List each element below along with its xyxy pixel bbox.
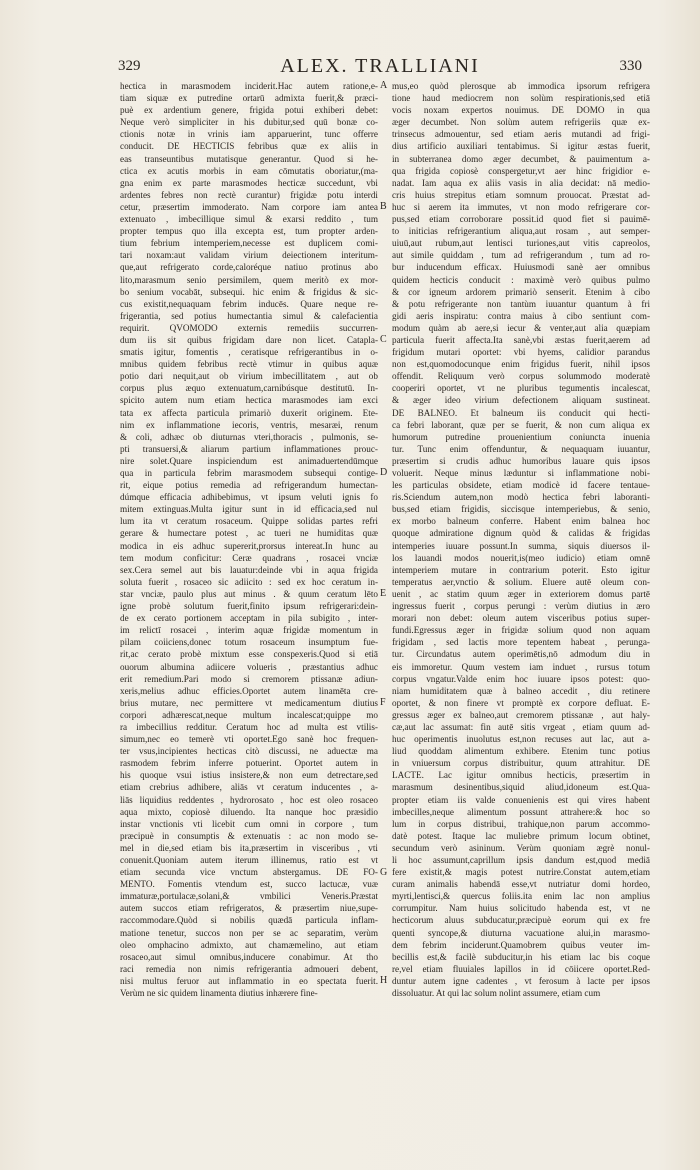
text-line: LACTE. Lac igitur omnibus hecticis, præsertim in: [392, 770, 650, 781]
text-line: præsertim si crudis adhuc humoribus lauare quis ipsos: [392, 455, 650, 466]
text-line: tari noxam:aut validam virium deiectionem interitum-: [120, 250, 378, 261]
text-line: tem modum conficitur: Ceræ quadrans , rosacei vnciæ: [120, 552, 378, 563]
text-line: eis immoretur. Quum vestem iam induet , rursus totum: [392, 661, 650, 672]
text-line: star vnciæ, paulo plus aut minus . & quum ceratum lēto: [120, 588, 378, 599]
text-line: immaturæ,portulacæ,solani,& vmbilici Veneris.Præstat: [120, 891, 378, 902]
text-line: mnibus quidem febribus rectè vtimur in quibus aquæ: [120, 359, 378, 370]
text-line: præcipuè in consumptis & extenuatis : ac non modo se-: [120, 830, 378, 841]
text-line: bur inducendum efficax. Huiusmodi sanè aer omnibus: [392, 262, 650, 273]
text-line: curam animalis habendā esse,vt nutriatur domi hordeo,: [392, 879, 650, 890]
margin-letter: B: [380, 201, 387, 212]
text-line: rit, eique potius remedia ad refrigerandum humectan-: [120, 480, 378, 491]
text-line: liās liquidius reddentes , hydrorosato , hoc est oleo rosaceo: [120, 794, 378, 805]
margin-letter: A: [380, 80, 388, 91]
text-line: frigidum mutari oportet: vbi hyems, calidior parandus: [392, 347, 650, 358]
text-line: & cor igneum ardorem primariò senserit. Etenim à cibo: [392, 286, 650, 297]
text-line: ardentes febres non rectè curantur) frigidæ potu interdi: [120, 189, 378, 200]
text-line: simum,nec eo temerè vti oportet.Ego sanè hoc frequen-: [120, 734, 378, 745]
text-line: particula fuerit affecta.Ita sanè,vbi æstas fuerit,aerem ad: [392, 334, 650, 345]
text-line: & coli, adhæc ob diuturnas vteri,thoracis , pulmonis, se-: [120, 431, 378, 442]
margin-letter: G: [380, 866, 388, 878]
text-line: ris.Sciendum autem,non modò hectica febri laboranti-: [392, 492, 650, 503]
text-line: tur. Tunc enim offenduntur, & nequaquam iuuantur,: [392, 443, 650, 454]
text-line: rosaceo,aut simul omnibus,inducere conabimur. At tho: [120, 951, 378, 962]
text-line: lum ita vt ceratum rosaceum. Quippe solidas partes refri: [120, 516, 378, 527]
text-line: niam humiditatem quæ à balneo accedit , diu retinere: [392, 685, 650, 696]
text-line: uenit , ac statim quum æger in exteriorem domus partē: [392, 588, 650, 599]
text-line: hectica in marasmodem inciderit.Hac autem ratione,e-: [120, 81, 378, 91]
text-line: corpus vngatur.Valde enim hoc iuuare ipsos potest: quo-: [392, 673, 650, 684]
text-line: uiuū,aut rubum,aut lentisci turiones,aut vitis capreolos,: [392, 238, 650, 249]
text-line: DE BALNEO. Et balneum iis conducit qui hecti-: [392, 407, 650, 418]
margin-letter: F: [380, 697, 386, 709]
text-line: ctica ex acutis morbis in eam cōmutatis oboriatur,(ma-: [120, 165, 378, 176]
text-line: trinsecus admouentur, sed etiam aeris mutandi ad frigi-: [392, 129, 650, 140]
text-line: & æger ideo virium defectionem aliquam sustineat.: [392, 395, 650, 406]
text-line: voluerit. Neque minus læduntur si inflammatione nobi-: [392, 468, 650, 478]
text-line: dem febrim inciderunt.Quamobrem quibus veuter im-: [392, 939, 650, 950]
text-line: spicito autem num etiam hectica marasmodes iam exci: [120, 395, 378, 406]
text-line: nire solet.Quare inspiciendum est animaduertendūmque: [120, 455, 378, 466]
text-line: tur. Circundatus autem operimētis,nō admodum diu in: [392, 649, 650, 660]
text-line: & potu refrigerante non tantùm iuuantur quantum à fri: [392, 298, 650, 309]
text-line: temperatus aer,vnctio & solium. Eluere autē oleum con-: [392, 576, 650, 587]
text-line: offendit. Reliquum verò corpus solummodo moderatè: [392, 371, 650, 382]
text-line: humorum putredine prouenientium coniuncta inuenia: [392, 431, 650, 442]
text-line: propter etiam iis valde conuenienis est qui vires habent: [392, 794, 650, 805]
text-line: tiam siquæ ex putredine ortarū admixta fuerit,& præci-: [120, 93, 378, 104]
text-line: cooperiri oportet, vt ne pluribus tegumentis incalescat,: [392, 383, 650, 394]
text-line: bus,sed etiam frigidis, siccisque intemperiebus, & senio,: [392, 504, 650, 515]
text-line: autem succos etiam refrigeratos, & præsertim niue,supe-: [120, 903, 378, 914]
margin-letter: H: [380, 975, 388, 987]
text-line: raci remedia non nimis refrigerantia admoueri debent,: [120, 963, 378, 974]
text-line: corpus plus æquo extenuatum,carnibúsque destitutū. In-: [120, 383, 378, 394]
text-line: nadat. Iam aqua ex aliis vasis in alia decidat: nā medio-: [392, 177, 650, 188]
text-line: oleo omphacino admixto, aut chamæmelino, aut etiam: [120, 939, 378, 950]
text-line: dissoluatur. At qui lac solum nolint assumere, etiam cum: [392, 988, 601, 999]
text-line: frigerantia, sed potius humectantia simul & calefacientia: [120, 310, 378, 321]
text-line: vocis noxam expertos nouimus. DE DOMO in qua: [392, 105, 650, 116]
text-line: intemperiem mutare in contrarium poterit. Esto igitur: [392, 564, 650, 575]
text-line: æger decumbet. Non solùm autem refrigeriis quæ ex-: [392, 117, 650, 128]
text-line: duntur autem igne cadentes , vt ferosum à lacte per ipsos: [392, 975, 650, 986]
text-line: matione tenetur, succos non per se ac separatim, verùm: [120, 927, 378, 938]
text-line: cetur, præsertim immoderato. Nam corpore iam antea: [120, 201, 378, 212]
text-line: gerare & humectare potest , ac tueri ne humiditas quæ: [120, 528, 378, 539]
text-line: gna enim ex parte marasmodes hecticæ succedunt, vbi: [120, 177, 378, 188]
text-line: non est,quomodocunque enim frigidus fuerit, nihil ipsos: [392, 359, 650, 370]
right-text-column: [392, 80, 650, 999]
text-line: oportet, & non finere vt promptè ex corpore defluat. E-: [392, 697, 650, 708]
text-line: aut simile quiddam , tum ad refrigerandum , tum ad ro-: [392, 250, 650, 261]
text-line: les particulas obsidete, etiam modicè id facere tentaue-: [392, 480, 650, 491]
text-line: ex morbo balneum conferre. Habent enim balnea hoc: [392, 516, 650, 527]
text-line: quoque admiratione dignum quòd & calidas & frigidas: [392, 528, 650, 539]
text-line: nisi multus feruor aut inflammatio in eo spectata fuerit.: [120, 975, 378, 986]
text-line: instar vnctionis vti licebit cum omni in corpore , tum: [120, 818, 378, 829]
folio-right: 330: [619, 58, 642, 74]
text-line: ter vsus,incipientes hecticas citò discussi, ne aduectæ ma: [120, 746, 378, 757]
text-line: morari non debet: oleum autem visceribus potius super-: [392, 613, 650, 624]
text-line: cæ,aut lac assumat: fin autē sitis vrgeat , etiam quum ad-: [392, 721, 650, 732]
text-line: re,vel etiam fluuiales lapillos in id cōiicere oportet.Red-: [392, 963, 650, 974]
text-line: rit,ac cerato probè mixtum esse conspexeris.Quod si etiā: [120, 649, 378, 660]
text-line: frigidam , sed lactis more tepentem habeat , perunga-: [392, 637, 650, 648]
text-line: huc si aerem ita immutes, vt non modo refrigerare cor-: [392, 201, 650, 212]
text-line: modum quàm ab aere,si iecur & venter,aut alia quæpiam: [392, 322, 650, 333]
folio-left: 329: [118, 58, 141, 74]
text-line: extenuato , imbecillique simul & exarsi reddito , tum: [120, 214, 378, 225]
text-line: erit remedium.Pari modo si cremorem ptissanæ adiun-: [120, 673, 378, 684]
text-line: propter tempus quo illa excepta est, tum propter arden-: [120, 226, 378, 237]
text-line: Verùm ne sic quidem linamenta diutius inhærere fine-: [120, 988, 318, 999]
text-line: tata ex affecta particula primariò duxerit originem. Ete-: [120, 407, 378, 418]
text-line: becillis est,& facilè subducitur,in his etiam lac bis coque: [392, 951, 650, 962]
text-line: puè ex ardentium genere, frigida potui exhiberi debet:: [120, 105, 378, 116]
text-line: myrti,lentisci,& quercus foliis.ita enim lac non amplius: [392, 891, 650, 902]
text-line: mel in die,sed etiam bis ita,præsertim in visceribus , vti: [120, 842, 378, 853]
text-line: to initicias refrigerantium aliqua,aut rosam , aut semper-: [392, 226, 650, 237]
text-line: huc operimentis inuolutus est,non recuses aut lac, aut a-: [392, 734, 650, 745]
text-line: imbecilles,neque alimentum possunt attrahere:& hoc so: [392, 806, 650, 817]
text-line: que,aut refrigerato corde,caloréque natiuo protinus abo: [120, 262, 378, 273]
text-line: etiam secunda vice vnctum abstergamus. DE FO-: [120, 867, 378, 878]
text-line: quenti syncope,& diuturna vacuatione alui,in marasmo-: [392, 927, 650, 938]
margin-letter: C: [380, 334, 387, 346]
text-line: Neque verò simpliciter in his dubitur,sed quū bonæ co-: [120, 117, 378, 128]
left-text-column: [120, 80, 378, 999]
text-line: eas transeuntibus mutatisque generantur. Quod si he-: [120, 153, 378, 164]
text-line: tione haud mediocrem non solùm respirationis,sed etiā: [392, 93, 650, 104]
text-line: pti transuersi,& aliarum partium inflammationes prouc-: [120, 443, 378, 454]
margin-letter: E: [380, 588, 387, 600]
text-line: his quoque vsui istius insistere,& non eum detrectare,sed: [120, 770, 378, 781]
text-line: im relictī rosacei , interim aquæ frigidæ momentum in: [120, 625, 378, 636]
page-header: [118, 55, 642, 82]
text-line: pilam coiiciens,donec totum rosaceum insumptum fue-: [120, 637, 378, 648]
text-line: li hoc assumunt,caprillum ipsis dandum est,quod mediā: [392, 855, 650, 865]
text-line: corrumpitur. Nam huius solicitudo habenda est, vt ne: [392, 903, 650, 914]
text-line: bo senium vocabāt, subsequi. hic enim & frigidus & sic-: [120, 286, 378, 297]
text-line: raccommodare.Quòd si nobilis quædā particula inflam-: [120, 915, 378, 926]
text-line: liud quoddam alimentum exhibere. Etenim tunc potius: [392, 746, 650, 757]
text-line: brius mutare, nec permittere vt medicamentum diutius: [120, 697, 378, 708]
text-line: datè potest. Itaque lac muliebre primum locum obtinet,: [392, 830, 650, 841]
text-line: intemperies iuuare possunt.In summa, siquis diuersos il-: [392, 540, 650, 551]
text-line: rasmodem febrim inferre potuerint. Oportet autem in: [120, 758, 378, 769]
text-line: nim ex inflammatione iecoris, ventris, mesaræi, renum: [120, 419, 378, 430]
text-line: lito,marasmum senio persimilem, quem meritò ex mor-: [120, 274, 378, 285]
text-line: lum in corpus distribui, trahique,non parum accommo-: [392, 818, 650, 829]
text-line: hecticorum aluus subducatur,præcipuè eorum qui ex fre: [392, 915, 650, 926]
text-line: ctionis notæ in vrinis iam apparuerint, tunc offerre: [120, 129, 378, 140]
text-line: quidem hecticis conducit : maximè verò quibus pulmo: [392, 274, 650, 285]
text-line: gressus æger ex balneo,aut cremorem ptissanæ , aut haly-: [392, 709, 650, 720]
text-line: fere existit,& magis potest nutrire.Constat autem,etiam: [392, 867, 650, 878]
text-line: ca febri laborant, quæ per se fuerit, & non cum aliqua ex: [392, 419, 650, 430]
text-line: etiam crebrius adhibere, aliās vt ceratum inducentes , a-: [120, 782, 378, 793]
text-line: MENTO. Fomentis vtendum est, succo lactucæ, vuæ: [120, 879, 378, 890]
text-line: gidi aeris inspiratu: contra maius à cibo sentiunt com-: [392, 310, 650, 321]
text-line: marasmum desinentibus,siquid aliud,idoneum est.Qua-: [392, 782, 650, 793]
text-line: cris huius strepitus etiam somnum prouocat. Præstat ad-: [392, 189, 650, 200]
text-line: corpori adhærescat,neque multum incalescat;quippe mo: [120, 709, 378, 720]
text-line: ra imbecillius redditur. Ceratum hoc ad multa est vtilis-: [120, 721, 378, 732]
text-line: cus existit,nequaquam febrim inducēs. Quare neque re-: [120, 298, 378, 309]
text-line: ingressus fuerit , corpus perungi : verùm diutius in æro: [392, 601, 650, 612]
text-line: in vniuersum corpus distribuitur, quum attrahitur. DE: [392, 758, 650, 769]
text-line: secundum verò asininum. Verùm quoniam ægrè nonul-: [392, 842, 650, 853]
text-line: requirit. QVOMODO externis remediis succurren-: [120, 322, 378, 333]
text-line: de ex cerato portionem acceptam in pila subigito , inter-: [120, 613, 378, 624]
text-line: igne probè solutum fuerit,finito ipsum refrigerari:dein-: [120, 601, 378, 612]
text-line: dum iis sit quibus frigidam dare non licet. Catapla-: [120, 334, 378, 345]
text-line: sex.Cera semel aut bis lauatur:deinde vbi in aqua frigida: [120, 564, 378, 575]
running-title: ALEX. TRALLIANI: [280, 55, 480, 77]
text-line: qua frigida copiosè conspergetur,vt aer hinc frigidior e-: [392, 165, 650, 176]
text-line: pus,sed etiam corroborare possit.id quod fiet si pauimē-: [392, 214, 650, 225]
text-line: tium febrium intemperiem,necesse est duplicem comi-: [120, 238, 378, 249]
text-line: modica in eis adhuc supererit,prorsus intereat.In hunc au: [120, 540, 378, 551]
text-line: fundi.Egressus æger in frigidæ solium quod non aquam: [392, 625, 650, 636]
text-line: smatis igitur, fomentis , ceratisque refrigerantibus in o-: [120, 347, 378, 358]
margin-letter: D: [380, 467, 388, 479]
text-line: los lauandi modos nouerit,is(meo iudicio) etiam omnē: [392, 552, 650, 563]
text-line: qua in particula febrim marasmodem subsequi contige-: [120, 468, 378, 478]
text-line: ouorum albumina adiicere volueris , præstantius adhuc: [120, 661, 378, 672]
text-line: in subterranea domo æger decumbet, & pauimentum a-: [392, 153, 650, 164]
text-line: xeris,melius adhuc efficies.Oportet autem linamēta cre-: [120, 685, 378, 696]
text-line: mus,eo quòd plerosque ab immodica ipsorum refrigera: [392, 81, 650, 91]
text-line: dúmque efficacia adhibebimus, vt ipsum veluti ignis fo: [120, 492, 378, 503]
text-line: conuenit.Quoniam autem iterum illinemus, ratio est vt: [120, 855, 378, 865]
text-line: soluta fuerit , rosaceo sic adiicito : sed ex hoc ceratum in-: [120, 576, 378, 587]
text-line: dius artificio auxiliari tentabimus. Si igitur æstas fuerit,: [392, 141, 650, 152]
text-line: aqua mixto, copiosè diluendo. Ita nanque hoc præsidio: [120, 806, 378, 817]
text-line: potio dari nequit,aut ob virium imbecillitatem , aut ob: [120, 371, 378, 382]
text-line: mitem extinguas.Multa igitur sunt in id efficacia,sed nul: [120, 504, 378, 515]
text-line: conducit. DE HECTICIS febribus quæ ex aliis in: [120, 141, 378, 152]
